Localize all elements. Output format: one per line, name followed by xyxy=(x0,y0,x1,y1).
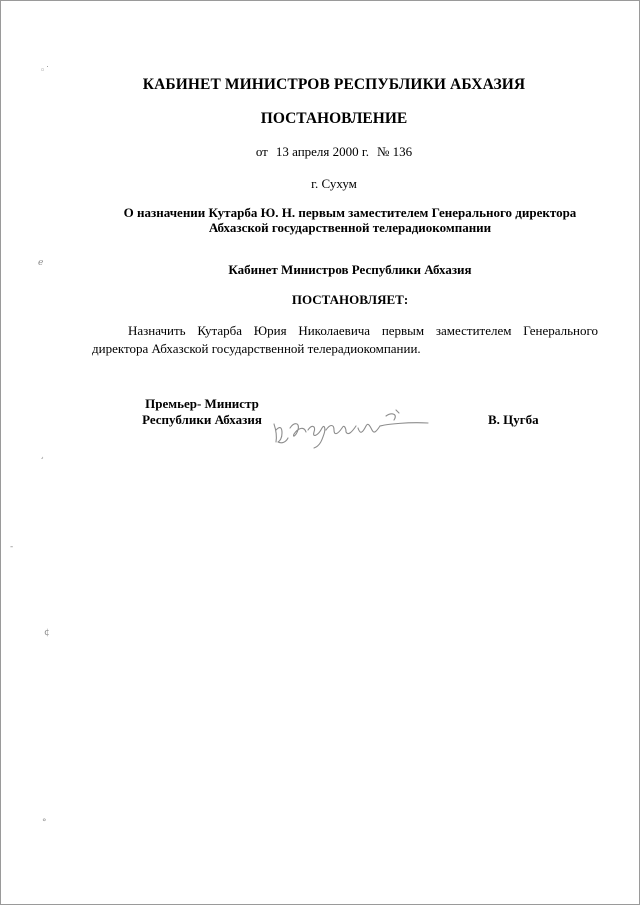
scan-speck: ° xyxy=(42,818,47,828)
signer-title-line-2: Республики Абхазия xyxy=(142,412,262,427)
subject-heading xyxy=(0,205,640,235)
scan-speck: - xyxy=(10,542,14,552)
subject-line-2: Абхазской государственной телерадиокомпании xyxy=(208,220,492,235)
date-prefix: от xyxy=(255,144,268,159)
issuer-heading: КАБИНЕТ МИНИСТРОВ РЕСПУБЛИКИ АБХАЗИЯ xyxy=(142,76,526,93)
signer-name: В. Цугба xyxy=(488,412,539,427)
document-type-heading: ПОСТАНОВЛЕНИЕ xyxy=(260,110,408,127)
scan-speck: ¸ xyxy=(40,450,45,460)
decrees-heading: ПОСТАНОВЛЯЕТ: xyxy=(291,292,409,307)
scan-speck: ¢ xyxy=(44,628,50,638)
signer-title-line-1: Премьер- Министр xyxy=(145,396,259,411)
scan-speck: ℯ xyxy=(38,258,44,268)
document-number: № 136 xyxy=(377,144,413,159)
date-line xyxy=(0,144,640,160)
scan-speck: ◦˙ xyxy=(40,66,50,76)
signer-title xyxy=(122,396,282,428)
handwritten-signature xyxy=(268,400,433,450)
date-text: 13 апреля 2000 г. xyxy=(275,144,370,159)
organization-line: Кабинет Министров Республики Абхазия xyxy=(228,262,472,277)
subject-line-1: О назначении Кутарба Ю. Н. первым заместителем Генерального директора xyxy=(123,205,577,220)
city: г. Сухум xyxy=(311,176,357,191)
decree-body: Назначить Кутарба Юрия Николаевича первым заместителем Генерального директора Абхазской государственной телерадиокомпании. xyxy=(92,323,598,356)
